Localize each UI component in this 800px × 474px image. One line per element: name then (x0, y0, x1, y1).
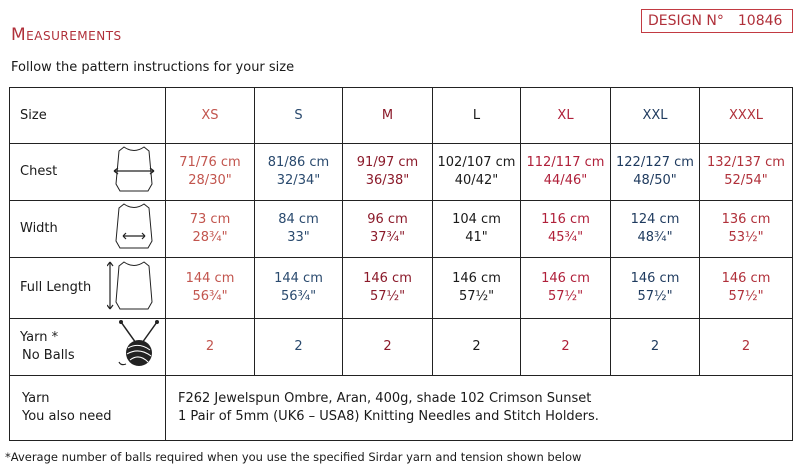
yarn-info-row (10, 376, 793, 441)
chest-label-cell (10, 144, 166, 201)
length-cm: 146 cm (452, 271, 501, 286)
length-diagram-icon (107, 258, 161, 318)
yarn-balls-label-line2: No Balls (22, 348, 75, 363)
width-inches: 37¾" (369, 230, 406, 245)
full-length-label-cell (10, 258, 166, 319)
length-inches: 57½" (637, 289, 673, 304)
chest-cm: 112/117 cm (526, 155, 605, 170)
design-number-box (641, 9, 793, 33)
size-row (10, 88, 793, 144)
also-need-label: You also need (22, 409, 112, 424)
design-number: 10846 (737, 13, 783, 29)
yarn-balls-label-cell (10, 319, 166, 376)
yarn-info-labels (10, 376, 166, 441)
yarn-balls-value: 2 (343, 319, 433, 376)
length-inches: 56¾" (280, 289, 317, 304)
measurements-table (9, 87, 793, 441)
width-inches: 28¾" (192, 230, 228, 245)
width-inches: 41" (465, 230, 488, 245)
chest-inches: 32/34" (276, 173, 321, 188)
width-row (10, 201, 793, 258)
width-cm: 124 cm (630, 212, 680, 227)
length-cm: 146 cm (630, 271, 680, 286)
size-header: XS (166, 88, 255, 144)
length-cm: 146 cm (721, 271, 771, 286)
size-label: Size (10, 88, 166, 144)
size-header: L (433, 88, 521, 144)
yarn-balls-value: 2 (611, 319, 700, 376)
chest-inches: 28/30" (188, 173, 232, 188)
page-title: Measurements (11, 25, 122, 45)
full-length-label: Full Length (20, 280, 92, 295)
chest-inches: 48/50" (633, 173, 677, 188)
yarn-balls-value: 2 (255, 319, 343, 376)
length-inches: 57½" (728, 289, 764, 304)
chest-inches: 36/38" (365, 173, 410, 188)
size-header: XXL (611, 88, 700, 144)
length-cm: 144 cm (274, 271, 323, 286)
length-cm: 146 cm (541, 271, 590, 286)
width-cm: 73 cm (189, 212, 231, 227)
width-inches: 33" (287, 230, 310, 245)
design-label: DESIGN N° (648, 13, 724, 29)
yarn-label: Yarn (22, 391, 50, 406)
chest-cm: 91/97 cm (356, 155, 419, 170)
yarn-balls-label-line1: Yarn * (20, 330, 59, 345)
size-header: S (255, 88, 343, 144)
length-inches: 57½" (369, 289, 406, 304)
chest-inches: 44/46" (543, 173, 588, 188)
chest-inches: 52/54" (724, 173, 768, 188)
yarn-balls-value: 2 (166, 319, 255, 376)
chest-cm: 71/76 cm (179, 155, 241, 170)
chest-inches: 40/42" (454, 173, 499, 188)
width-cm: 116 cm (541, 212, 590, 227)
width-diagram-icon (107, 201, 161, 257)
footnote: *Average number of balls required when you use the specified Sirdar yarn and tension shown below (5, 450, 582, 464)
length-inches: 57½" (458, 289, 495, 304)
chest-row (10, 144, 793, 201)
yarn-balls-value: 2 (521, 319, 611, 376)
width-inches: 48¾" (637, 230, 673, 245)
chest-label: Chest (20, 164, 58, 179)
subtitle: Follow the pattern instructions for your size (11, 60, 295, 75)
yarn-ball-icon (117, 320, 161, 374)
chest-cm: 81/86 cm (267, 155, 330, 170)
length-cm: 146 cm (363, 271, 412, 286)
yarn-balls-row (10, 319, 793, 376)
size-header: XXXL (700, 88, 793, 144)
width-label-cell (10, 201, 166, 258)
length-inches: 56¾" (192, 289, 228, 304)
size-header: XL (521, 88, 611, 144)
yarn-balls-value: 2 (433, 319, 521, 376)
chest-cm: 102/107 cm (437, 155, 516, 170)
full-length-row (10, 258, 793, 319)
chest-diagram-icon (107, 144, 161, 200)
width-cm: 136 cm (721, 212, 771, 227)
width-label: Width (20, 221, 58, 236)
length-inches: 57½" (547, 289, 584, 304)
width-cm: 96 cm (367, 212, 408, 227)
yarn-balls-value: 2 (700, 319, 793, 376)
width-inches: 53½" (728, 230, 764, 245)
width-cm: 84 cm (278, 212, 319, 227)
yarn-value: F262 Jewelspun Ombre, Aran, 400g, shade 102 Crimson Sunset (178, 391, 592, 406)
chest-cm: 122/127 cm (616, 155, 694, 170)
also-need-value: 1 Pair of 5mm (UK6 – USA8) Knitting Needles and Stitch Holders. (178, 409, 599, 424)
size-header: M (343, 88, 433, 144)
chest-cm: 132/137 cm (707, 155, 785, 170)
width-cm: 104 cm (452, 212, 501, 227)
length-cm: 144 cm (185, 271, 235, 286)
width-inches: 45¾" (547, 230, 584, 245)
yarn-info-values (166, 376, 793, 441)
